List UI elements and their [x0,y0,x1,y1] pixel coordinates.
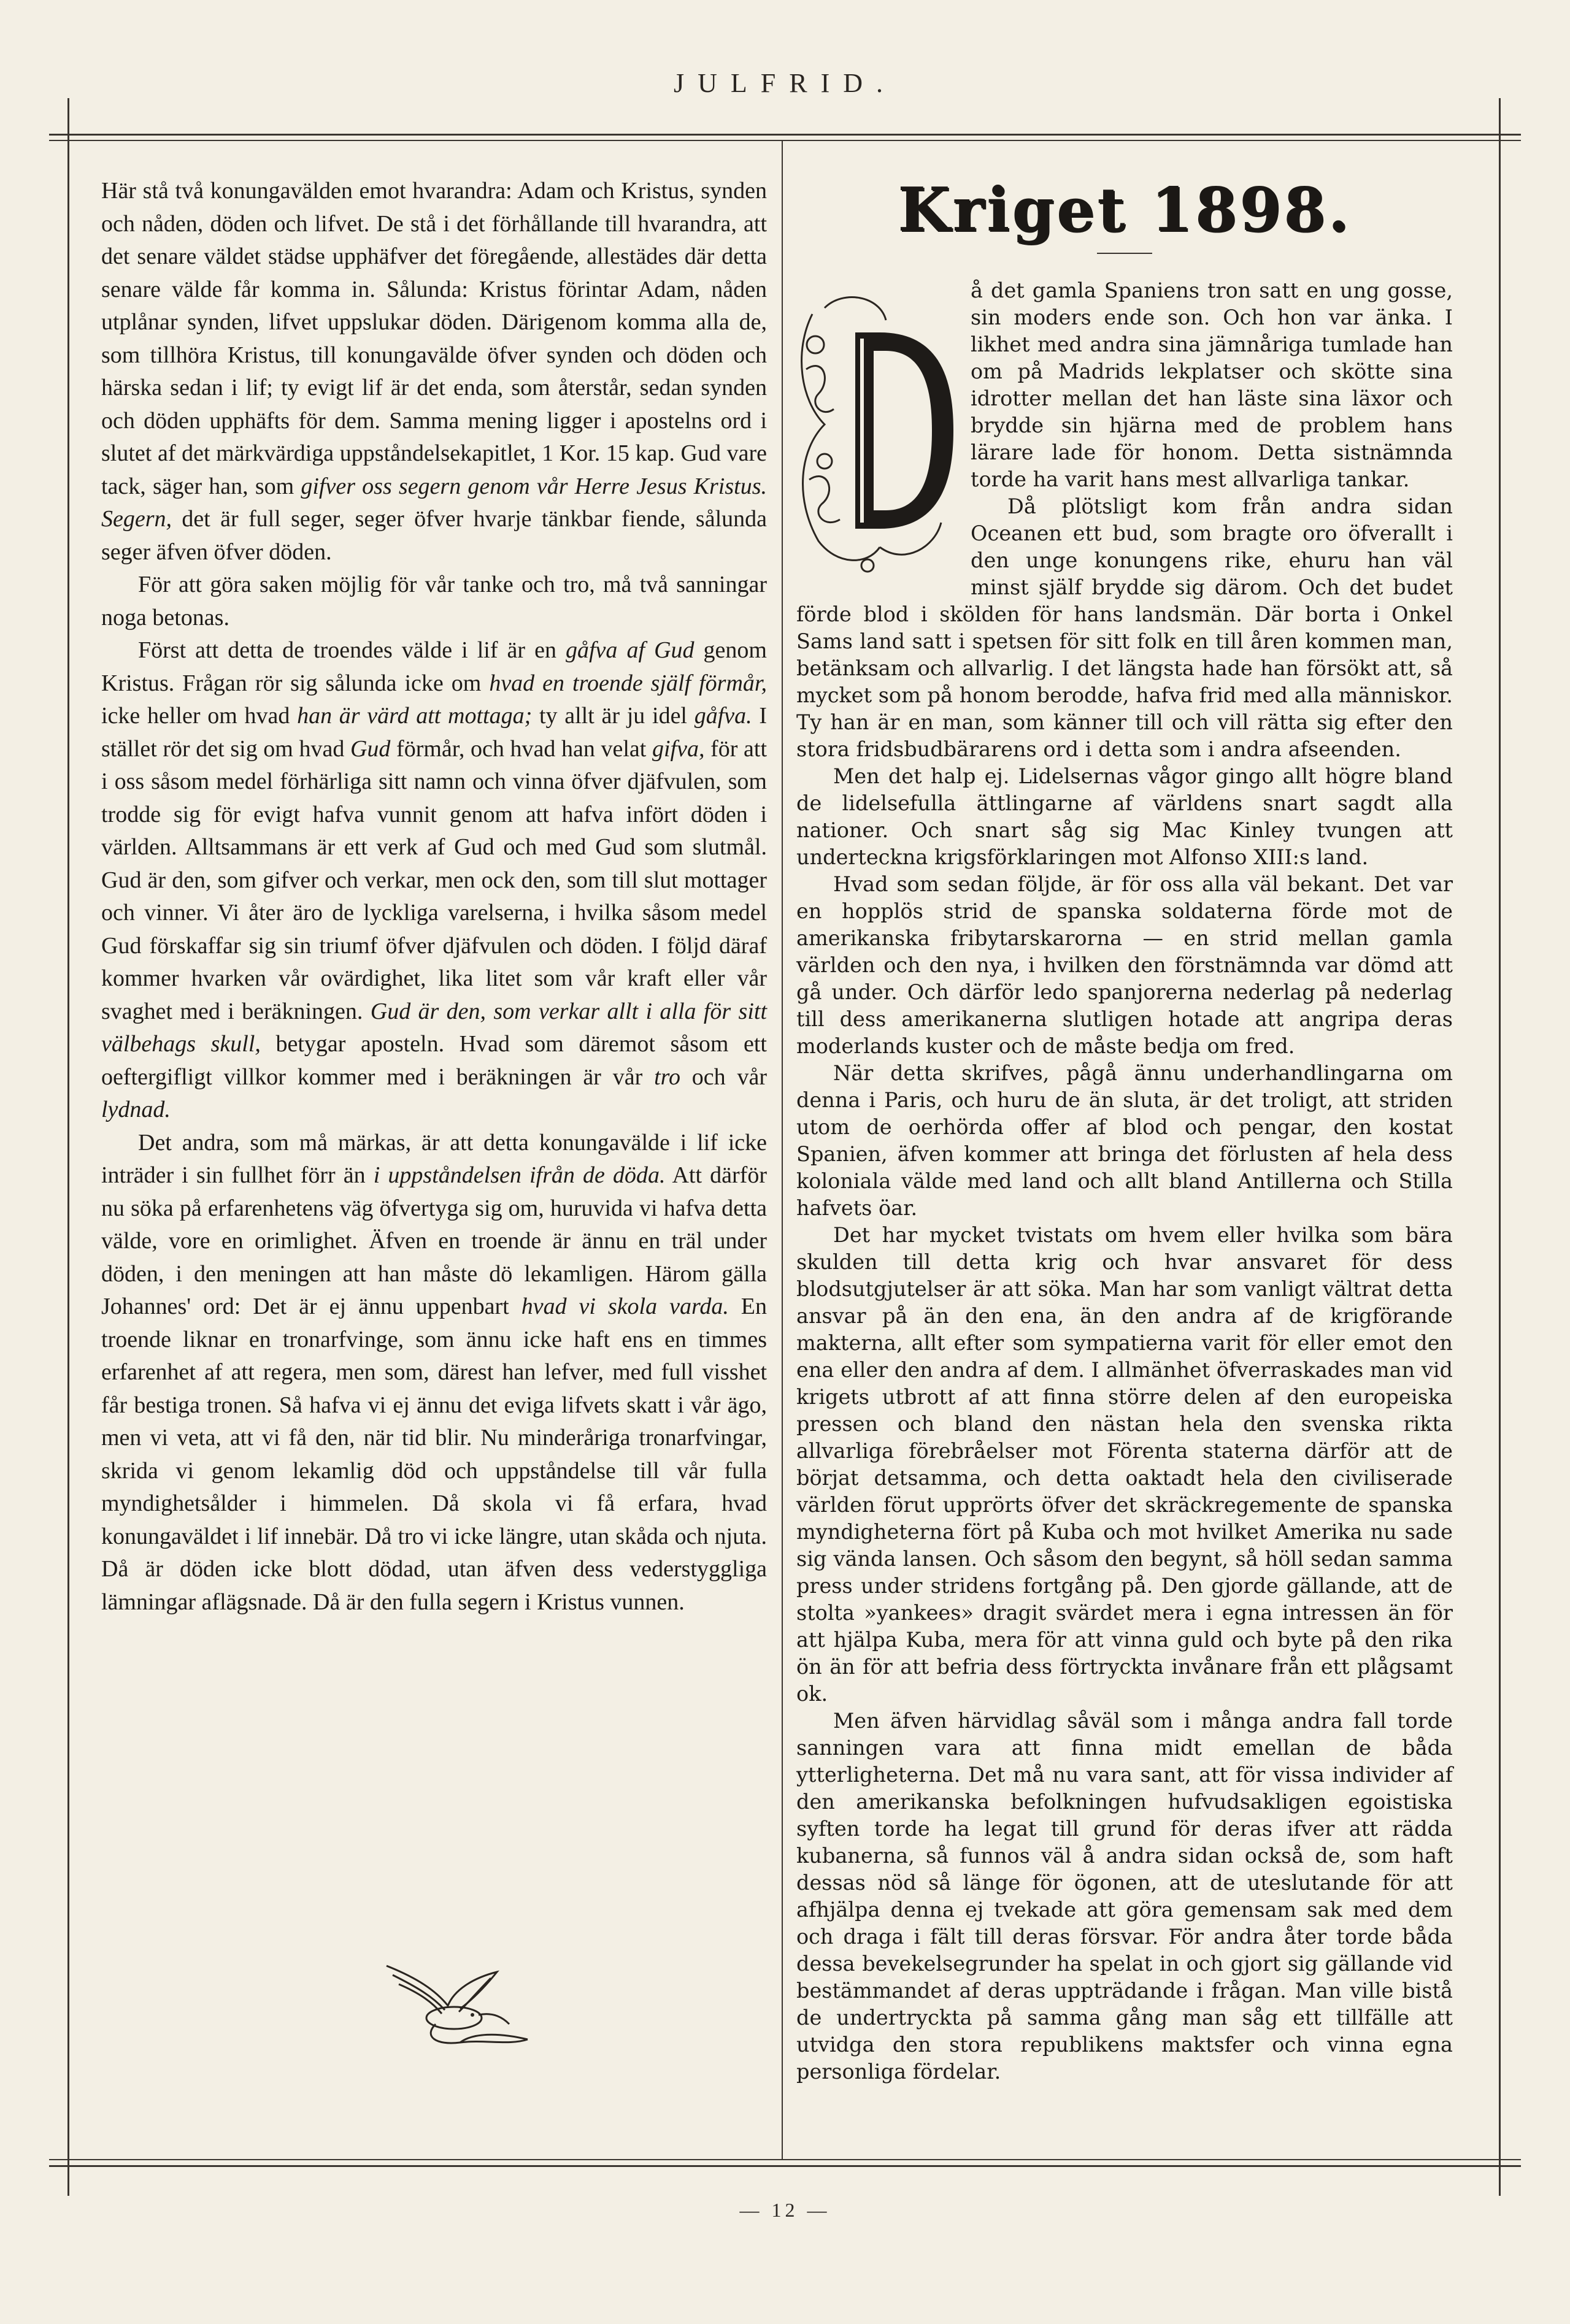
left-paragraph [101,1127,767,1619]
body-text: förmår, och hvad han velat [390,735,652,762]
page-number: — 12 — [739,2199,831,2221]
body-text: En troende liknar en tronarfvinge, som ännu icke haft ens en timmes erfarenhet af att regera, men som, därest han lefver, med full visshet får bestiga tronen. Så hafva vi ej ännu det eviga lifvets skatt i vår ägo, men vi veta, att vi få den, när tid blir. Nu minderåriga tronarfvingar, skrida vi genom lekamlig död och uppståndelse till vår fulla myndighetsålder i himmelen. Då skola vi få erfara, hvad konungaväldet i lif innebär. Då tro vi icke längre, utan skåda och njuta. Då är döden icke blott dödad, utan äfven dess vederstyggliga lämningar aflägsnade. Då är den fulla segern i Kristus vunnen. [101,1294,767,1615]
right-paragraph: Då plötsligt kom från andra sidan Oceanen ett bud, som bragte oro öfverallt i den unge konungens rike, ehuru han väl minst själf brydde sig därom. Och det budet förde blod i skölden för hans landsmän. Där borta i Onkel Sams land satt i spetsen för sitt folk en till åren kommen man, betänksam och allvarlig. I det längsta hade han försökt att, så mycket som på honom berodde, hafva frid med alla människor. Ty han är en man, som känner till och vill rätta sig efter den stora fridsbudbärarens ord i detta som i andra afseenden. [796,494,1453,761]
body-text: Att därför nu söka på erfarenhetens väg öfvertyga sig om, huruvida vi hafva detta välde, vore en orimlighet. Äfven en troende är ännu en träl under döden, i den meningen att han måste dö lekamligen. Härom gälla Johannes' ord: Det är ej ännu uppenbart [101,1162,767,1319]
right-paragraph: När detta skrifves, pågå ännu underhandlingarna om denna i Paris, och huru de än sluta, är det troligt, att striden utom de oerhörda offer af blod och pengar, den kostat Spanien, äfven kommer att bringa det förlusten af hela dess koloniala välde med land och allt bland Antillerna och Stilla hafvets öar. [796,1061,1453,1220]
ornamental-dropcap-d-icon [788,277,960,584]
right-paragraph: Men äfven härvidlag såväl som i många andra fall torde sanningen vara att finna midt emellan de båda ytterligheterna. Det må nu vara sant, att för vissa individer af den amerikanska befolkningen hufvudsakligen egoistiska syften torde ha legat till grund för deras ifver att rädda kubanerna, så funnos väl å andra sidan också de, som haft dessas nöd så länge för ögonen, att de uteslutande för att afhjälpa denna ej tvekade att göra gemensam sak med dem och draga i fält till deras försvar. För andra åter torde båda dessa bevekelsegrunder ha spelat in och gjort sig gällande vid bestämmandet af deras uppträdande i frågan. Man ville bistå de undertryckta på samma gång man såg ett tillfälle att utvidga den stora republikens maktsfer och vinna egna personliga fördelar. [796,1709,1453,2084]
bottom-rule [49,2165,1521,2167]
emphasis-text: gåfva. [694,703,752,729]
body-text: genom Kristus. Frågan rör sig sålunda icke om [101,637,767,696]
body-text: och vår [680,1064,768,1090]
emphasis-text: Gud är den, som verkar allt i alla för sitt välbehags skull, [101,998,767,1057]
body-text: för att i oss såsom medel förhärliga sitt namn och vinna öfver djäfvulen, som trodde sig för evigt hafva vunnit genom att hafva infört döden i världen. Alltsammans är ett verk af Gud och med Gud som slutmål. Gud är den, som gifver och verkar, men ock den, som till slut mottager och vinner. Vi åter äro de lyckliga varelserna, i hvilka såsom medel Gud förskaffar sig sin triumf öfver djäfvulen och döden. I följd däraf kommer hvarken vår ovärdighet, lika litet som vår kraft eller vår svaghet med i beräkningen. [101,735,767,1024]
left-frame-line [67,98,69,2196]
left-article [101,175,767,1619]
emphasis-text: gifva, [652,735,705,762]
title-divider [1097,253,1152,254]
top-rule-inner [49,140,1521,141]
body-text: icke heller om hvad [101,703,298,729]
right-paragraph: Det har mycket tvistats om hvem eller hvilka som bära skulden till detta krig och hvar ansvaret för dess blodsutgjutelser är att söka. Man har som vanligt vältrat detta ansvar på än den ena, än den andra af de krigförande makterna, allt efter som sympatierna varit för eller emot den ena eller den andra af dem. I allmänhet öfverraskades man vid krigets utbrott af att finna större delen af den europeiska pressen och bland den nästan hela den svenska rikta allvarliga förebråelser mot Förenta staterna därför att de börjat detsamma, och detta oaktadt hela den civiliserade världen förut upprörts öfver det skräckregemente de spanska myndigheterna fört på Kuba och mot hvilket Amerika nu sade sig vända lansen. Och såsom den begynt, så höll sedan samma press under stridens fortgång på. Den gjorde gällande, att de stolta »yankees» dragit svärdet mera i egna intressen än för att hjälpa Kuba, mera för att vinna guld och byte på den rika ön än för att befria dess förtryckta invånare från ett plågsamt ok. [796,1223,1453,1706]
body-text: I stället rör det sig om hvad [101,703,768,762]
header-title: JULFRID. [673,68,897,98]
body-text: För att göra saken möjlig för vår tanke och tro, må två sanningar noga betonas. [101,572,767,631]
dove-with-scroll-icon [380,1954,540,2052]
emphasis-text: gifver oss segern genom vår Herre Jesus Kristus. [301,473,767,499]
right-paragraph: Men det halp ej. Lidelsernas vågor gingo allt högre bland de lidelsefulla ättlingarne af världens snart sagdt alla nationer. Och snart såg sig Mac Kinley tvungen att underteckna krigsförklaringen mot Alfonso XIII:s land. [796,764,1453,869]
body-text: ty allt är ju idel [532,703,695,729]
emphasis-text: i uppståndelsen ifrån de döda. [373,1162,666,1188]
column-divider [782,140,783,2159]
left-paragraph [101,634,767,1127]
right-paragraph: Hvad som sedan följde, är för oss alla väl bekant. Det var en hopplös strid de spanska soldaterna förde mot de amerikanska fribytarskarorna — en strid mellan gamla världen och den nya, i hvilken den förstnämnda var dömd att gå under. Och därför ledo spanjorerna nederlag på nederlag till dess amerikanerna slutligen hotade att angripa deras moderlands kuster och de måste bedja om fred. [796,872,1453,1058]
left-paragraph [101,175,767,569]
left-paragraph [101,569,767,634]
emphasis-text: hvad vi skola varda. [521,1294,729,1319]
emphasis-text: han är värd att mottaga; [297,703,533,729]
emphasis-text: Segern, [101,506,172,532]
right-paragraph: å det gamla Spaniens tron satt en ung gosse, sin moders ende son. Och hon var änka. I likhet med andra sina jämnåriga tumlade han om på Madrids lekplatser och skötte sina idrotter mellan det han läste sina läxor och brydde sin hjärna med de problem hans lärare lade för honom. Detta sistnämnda torde ha varit hans mest allvarliga tankar. [971,278,1453,491]
emphasis-text: Gud [350,735,391,762]
body-text: det är full seger, seger öfver hvarje tänkbar fiende, sålunda seger äfven öfver döden. [101,506,767,565]
emphasis-text: tro [654,1064,680,1090]
right-frame-line [1499,98,1501,2196]
emphasis-text: gåfva af Gud [566,637,695,663]
article-title: Kriget 1898. [898,175,1352,245]
emphasis-text: lydnad. [101,1097,171,1122]
bottom-rule-inner [49,2159,1521,2160]
body-text: Här stå två konungavälden emot hvarandra: Adam och Kristus, synden och nåden, döden och lifvet. De stå i det förhållande till hvarandra, att det senare väldet städse upphäfver det föregående, allestädes där detta senare välde får komma in. Sålunda: Kristus förintar Adam, nåden utplånar synden, lifvet uppslukar döden. Därigenom komma alla de, som tillhöra Kristus, till konungavälde öfver synden och döden och härska sedan i lif; ty evigt lif är det enda, som återstår, sedan synden och döden upphäfts för dem. Samma mening ligger i apostelns ord i slutet af det märkvärdiga uppståndelsekapitlet, 1 Kor. 15 kap. Gud vare tack, säger han, som [101,178,767,499]
emphasis-text: hvad en troende själf förmår, [489,670,767,696]
body-text: betygar aposteln. Hvad som däremot såsom ett oeftergifligt villkor kommer med i beräkningen är vår [101,1031,767,1090]
body-text: Det andra, som må märkas, är att detta konungavälde i lif icke inträder i sin fullhet förr än [101,1129,767,1188]
body-text: Först att detta de troendes välde i lif är en [138,637,566,663]
right-article [796,172,1453,2085]
top-rule [49,134,1521,136]
